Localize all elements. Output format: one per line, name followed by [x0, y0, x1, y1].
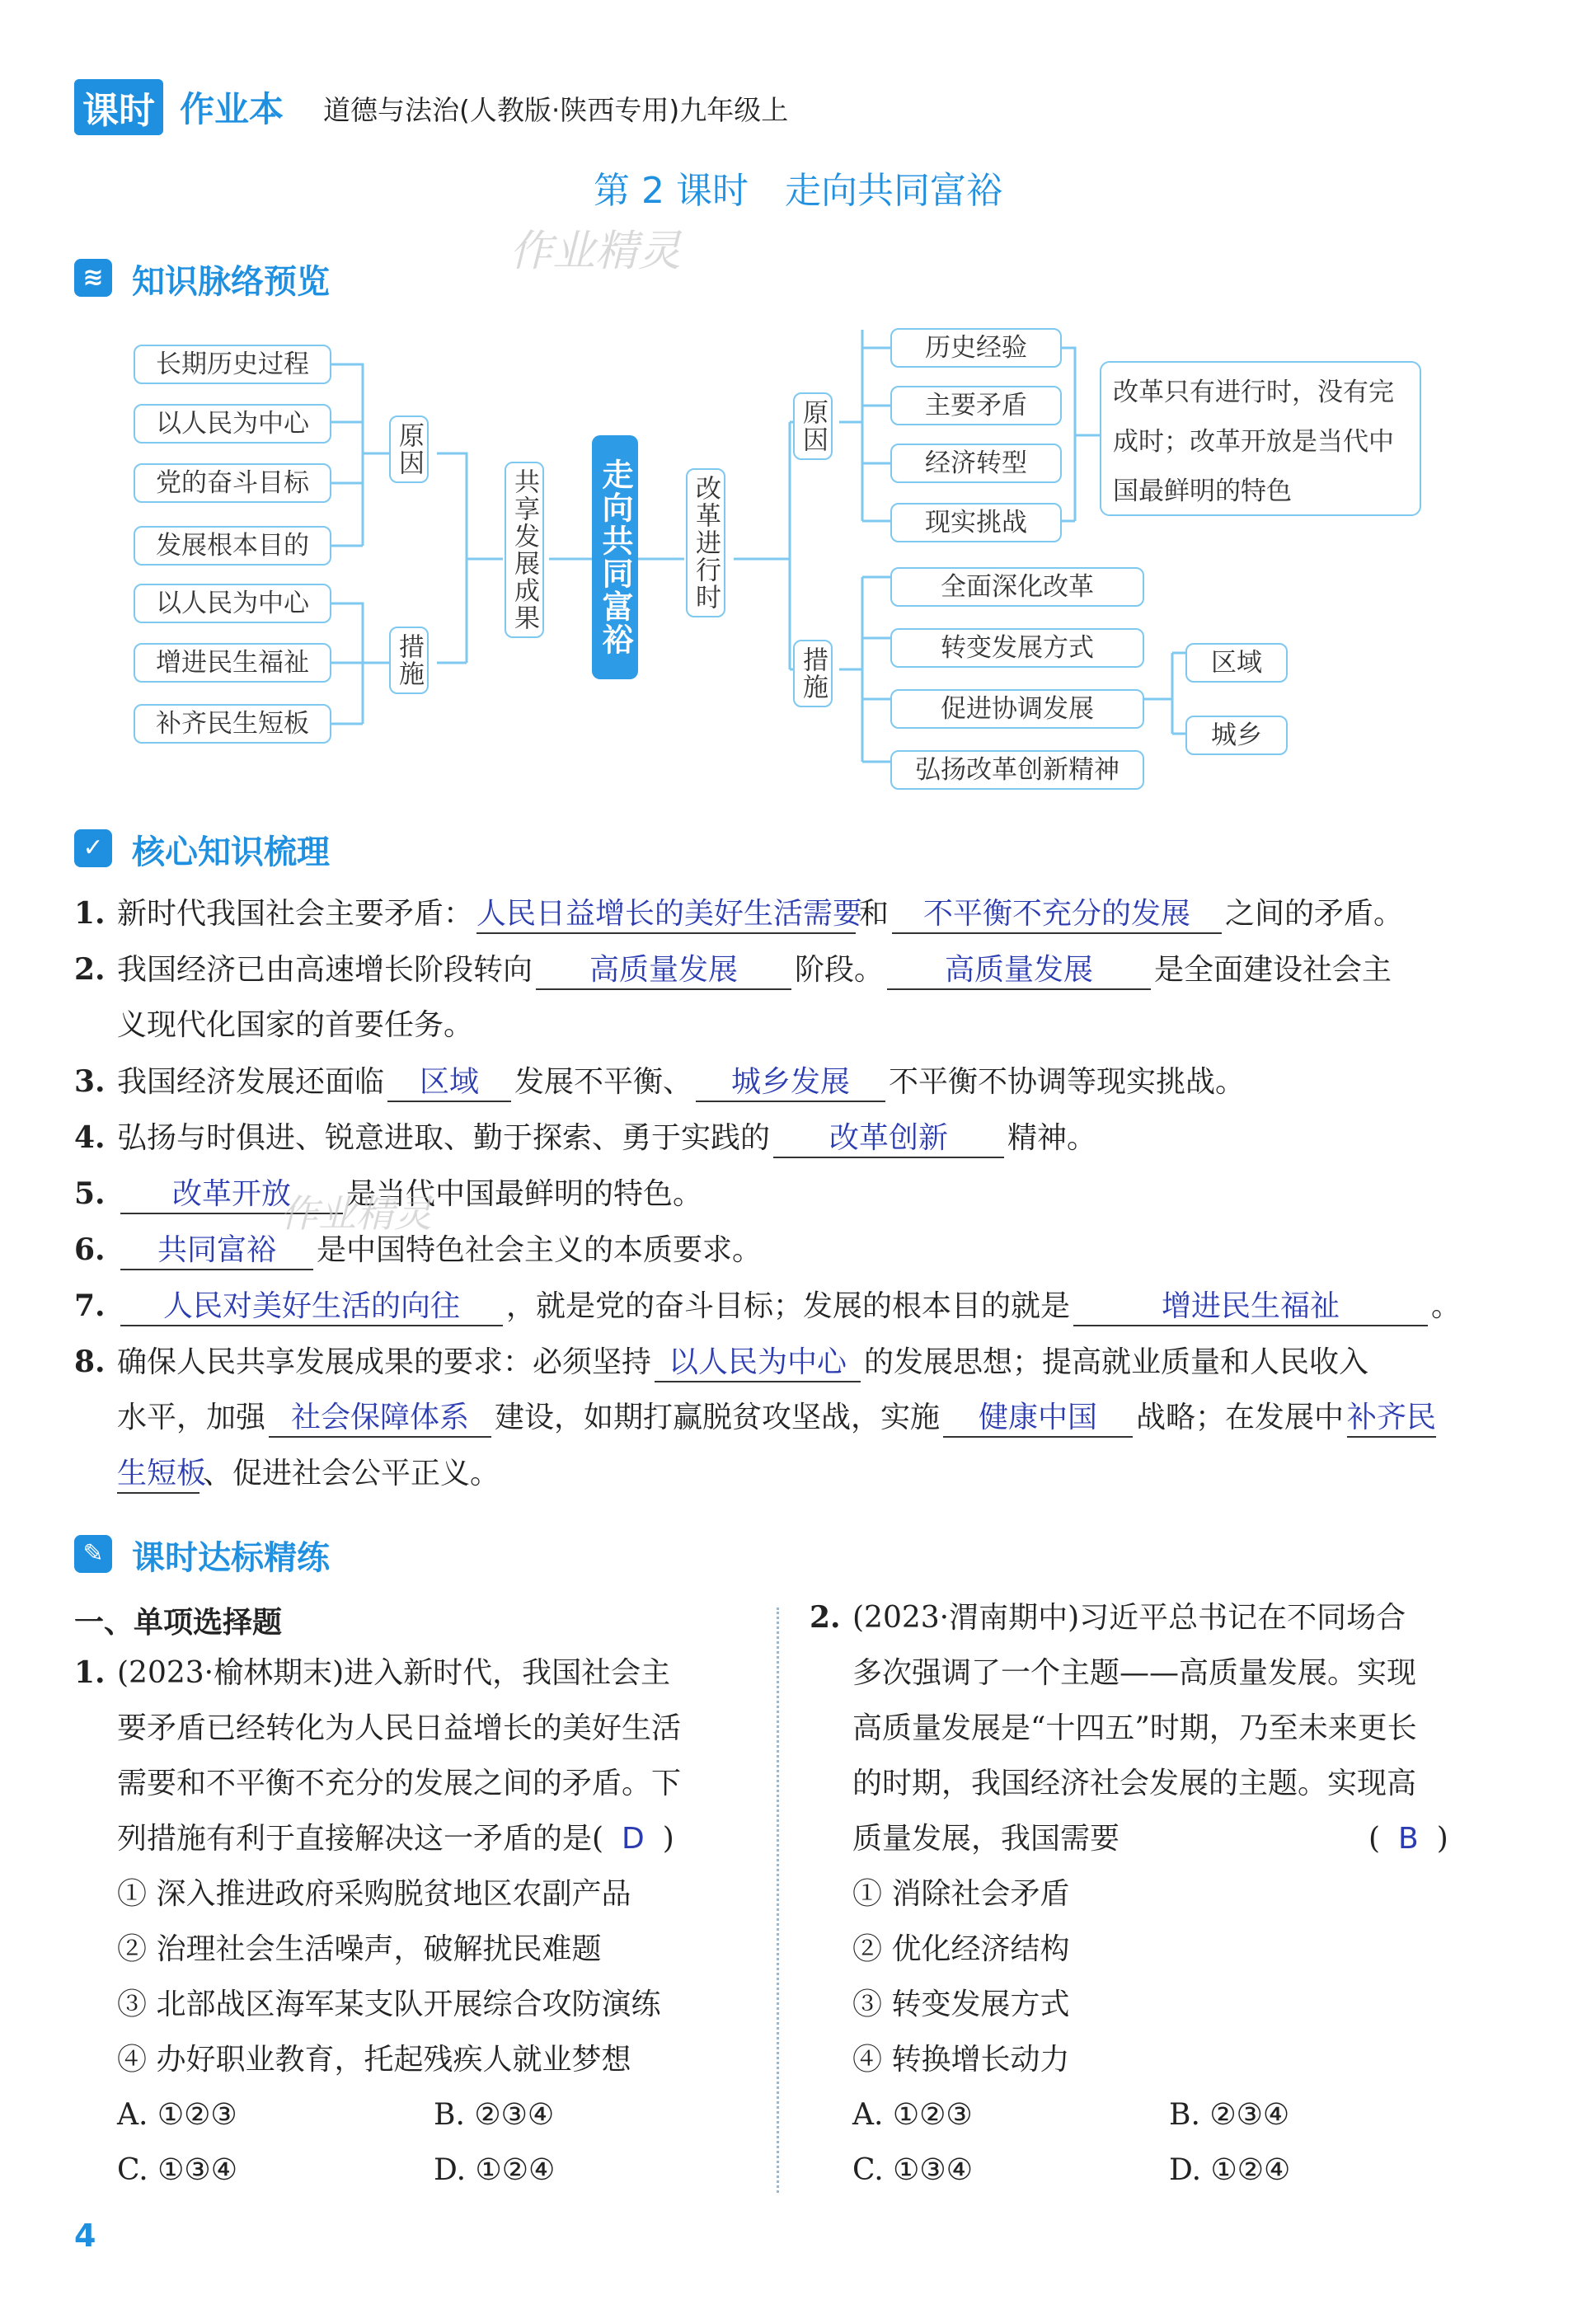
item-text: 弘扬与时俱进、锐意进取、勤于探索、勇于实践的	[117, 1121, 771, 1155]
choice-a: A. ①②③	[852, 2098, 973, 2132]
right-reason-3: 现实挑战	[890, 503, 1062, 542]
choice-b: B. ②③④	[1169, 2098, 1290, 2132]
right-branch: 改革进行时	[686, 468, 725, 617]
item-text: 。	[1431, 1289, 1462, 1323]
choice-d: D. ①②④	[434, 2153, 556, 2187]
left-reason-1: 以人民为中心	[134, 404, 331, 444]
option-item: ③ 北部战区海军某支队开展综合攻防演练	[117, 1988, 661, 2021]
item-number: 1.	[74, 896, 106, 931]
answer-blank: 区域	[387, 1064, 511, 1102]
answer-blank: 增进民生福祉	[1073, 1288, 1428, 1326]
brand-logo: 课时	[74, 79, 163, 135]
brand-name: 作业本	[180, 89, 284, 129]
question-text: 多次强调了一个主题——高质量发展。实现	[852, 1656, 1417, 1690]
question-2	[810, 1590, 1502, 2198]
item-text: 发展不平衡、	[514, 1065, 693, 1099]
option-item: ② 优化经济结构	[852, 1932, 1070, 1966]
item-number: 6.	[74, 1232, 106, 1267]
left-reason-2: 党的奋斗目标	[134, 463, 331, 503]
answer-blank: 不平衡不充分的发展	[892, 896, 1222, 934]
question-number: 1.	[74, 1655, 106, 1690]
answer-blank: 改革开放	[120, 1176, 343, 1214]
item-text: 是当代中国最鲜明的特色。	[346, 1177, 703, 1211]
bracket: )	[662, 1822, 674, 1856]
item-text: 战略；在发展中	[1136, 1401, 1345, 1434]
choice-c: C. ①③④	[852, 2153, 973, 2187]
answer-blank: 城乡发展	[696, 1064, 885, 1102]
answer-blank: 高质量发展	[536, 952, 791, 990]
lesson-title: 第 2 课时 走向共同富裕	[594, 170, 1002, 212]
choice-b: B. ②③④	[434, 2098, 555, 2132]
question-number: 2.	[810, 1600, 841, 1635]
item-text: 建设，如期打赢脱贫攻坚战，实施	[495, 1401, 941, 1434]
item-text: ，就是党的奋斗目标；发展的根本目的就是	[506, 1289, 1071, 1323]
bracket: (	[1368, 1822, 1381, 1856]
section-practice-title: 课时达标精练	[132, 1539, 330, 1577]
right-measure-2: 促进协调发展	[890, 689, 1144, 729]
left-measure-0: 以人民为中心	[134, 584, 331, 623]
item-number: 8.	[74, 1345, 106, 1379]
question-text: (2023·榆林期末)进入新时代，我国社会主	[117, 1656, 671, 1690]
right-measure-label: 措施	[793, 640, 833, 707]
item-number: 3.	[74, 1064, 106, 1099]
core-item-2	[74, 951, 1392, 990]
question-text: 质量发展，我国需要	[852, 1822, 1120, 1856]
item-text: 是中国特色社会主义的本质要求。	[317, 1233, 763, 1267]
item-text: 的发展思想；提高就业质量和人民收入	[864, 1345, 1369, 1379]
section-core-title: 核心知识梳理	[132, 833, 330, 871]
answer-blank: 生短板	[117, 1456, 200, 1494]
item-text: 我国经济已由高速增长阶段转向	[117, 953, 533, 987]
choice-a: A. ①②③	[117, 2098, 237, 2132]
core-item-3	[74, 1063, 1245, 1102]
left-measure-2: 补齐民生短板	[134, 704, 331, 744]
right-measure-0: 全面深化改革	[890, 567, 1144, 607]
core-item-2-cont: 义现代化国家的首要任务。	[117, 1008, 474, 1042]
answer-blank: 社会保障体系	[269, 1400, 491, 1438]
bracket: )	[1436, 1822, 1448, 1856]
answer-blank: 补齐民	[1347, 1400, 1436, 1438]
core-item-1	[74, 895, 1403, 934]
item-text: 新时代我国社会主要矛盾：	[117, 897, 474, 931]
mindmap-note	[1100, 361, 1421, 516]
right-reason-0: 历史经验	[890, 328, 1062, 368]
coord-urban-rural: 城乡	[1185, 716, 1288, 755]
right-measure-3: 弘扬改革创新精神	[890, 750, 1144, 790]
left-measure-label: 措施	[389, 627, 429, 694]
mindmap-center: 走向共同富裕	[592, 435, 638, 679]
column-divider	[777, 1608, 779, 2193]
item-number: 4.	[74, 1120, 106, 1155]
layers-icon: ≋	[74, 259, 112, 297]
answer-mark: B	[1398, 1822, 1419, 1856]
option-item: ② 治理社会生活噪声，破解扰民难题	[117, 1932, 602, 1966]
left-reason-3: 发展根本目的	[134, 526, 331, 566]
item-text: 我国经济发展还面临	[117, 1065, 385, 1099]
item-text: 之间的矛盾。	[1225, 897, 1404, 931]
coord-region: 区域	[1185, 643, 1288, 683]
option-item: ④ 转换增长动力	[852, 2043, 1070, 2077]
item-number: 7.	[74, 1288, 106, 1323]
right-measure-1: 转变发展方式	[890, 628, 1144, 668]
item-number: 2.	[74, 952, 106, 987]
answer-blank: 改革创新	[773, 1120, 1004, 1158]
core-item-7	[74, 1288, 1461, 1326]
answer-blank: 共同富裕	[120, 1232, 313, 1270]
answer-blank: 健康中国	[943, 1400, 1133, 1438]
item-number: 5.	[74, 1176, 106, 1211]
note-line-1: 改革只有进行时，没有完	[1113, 378, 1394, 407]
left-reason-label: 原因	[389, 415, 429, 483]
item-text: 、促进社会公平正义。	[203, 1457, 500, 1490]
question-text: 需要和不平衡不充分的发展之间的矛盾。下	[117, 1767, 682, 1800]
option-item: ① 消除社会矛盾	[852, 1877, 1070, 1911]
core-item-4	[74, 1119, 1096, 1158]
watermark: 作业精灵	[509, 227, 682, 276]
item-text: 确保人民共享发展成果的要求：必须坚持	[117, 1345, 652, 1379]
option-item: ① 深入推进政府采购脱贫地区农副产品	[117, 1877, 631, 1911]
question-text: 要矛盾已经转化为人民日益增长的美好生活	[117, 1711, 682, 1745]
answer-blank: 人民对美好生活的向往	[120, 1288, 503, 1326]
question-1	[74, 1645, 750, 2198]
item-text: 是全面建设社会主	[1154, 953, 1392, 987]
section-preview-title: 知识脉络预览	[132, 263, 330, 301]
question-text: (2023·渭南期中)习近平总书记在不同场合	[852, 1601, 1406, 1635]
item-text: 水平，加强	[117, 1401, 266, 1434]
item-text: 和	[859, 897, 890, 931]
left-branch: 共享发展成果	[505, 462, 544, 638]
left-reason-0: 长期历史过程	[134, 345, 331, 384]
answer-blank: 以人民为中心	[655, 1345, 861, 1382]
question-text: 的时期，我国经济社会发展的主题。实现高	[852, 1767, 1417, 1800]
question-text: 高质量发展是“十四五”时期，乃至未来更长	[852, 1711, 1417, 1745]
item-text: 阶段。	[795, 953, 885, 987]
core-item-8-line3	[117, 1456, 500, 1494]
right-reason-1: 主要矛盾	[890, 386, 1062, 425]
pencil-icon: ✎	[74, 1535, 112, 1573]
answer-mark: D	[622, 1822, 645, 1856]
note-line-2: 成时；改革开放是当代中	[1113, 427, 1394, 457]
item-text: 不平衡不协调等现实挑战。	[889, 1065, 1246, 1099]
page-number: 4	[74, 2218, 96, 2254]
checkmark-icon: ✓	[74, 829, 112, 867]
core-item-8-line2	[117, 1400, 1439, 1438]
right-reason-2: 经济转型	[890, 444, 1062, 483]
choice-d: D. ①②④	[1169, 2153, 1291, 2187]
watermark: 作业精灵	[280, 1191, 432, 1236]
core-item-8	[74, 1344, 1368, 1382]
right-reason-label: 原因	[793, 392, 833, 460]
note-line-3: 国最鲜明的特色	[1113, 476, 1292, 506]
option-item: ③ 转变发展方式	[852, 1988, 1070, 2021]
subject-title: 道德与法治(人教版·陕西专用)九年级上	[323, 94, 789, 126]
choice-c: C. ①③④	[117, 2153, 237, 2187]
item-text: 精神。	[1007, 1121, 1097, 1155]
left-measure-1: 增进民生福祉	[134, 643, 331, 683]
part-title: 一、单项选择题	[74, 1606, 283, 1640]
answer-blank: 人民日益增长的美好生活需要	[476, 896, 856, 934]
option-item: ④ 办好职业教育，托起残疾人就业梦想	[117, 2043, 631, 2077]
question-text: 列措施有利于直接解决这一矛盾的是(	[117, 1822, 604, 1856]
answer-blank: 高质量发展	[887, 952, 1151, 990]
